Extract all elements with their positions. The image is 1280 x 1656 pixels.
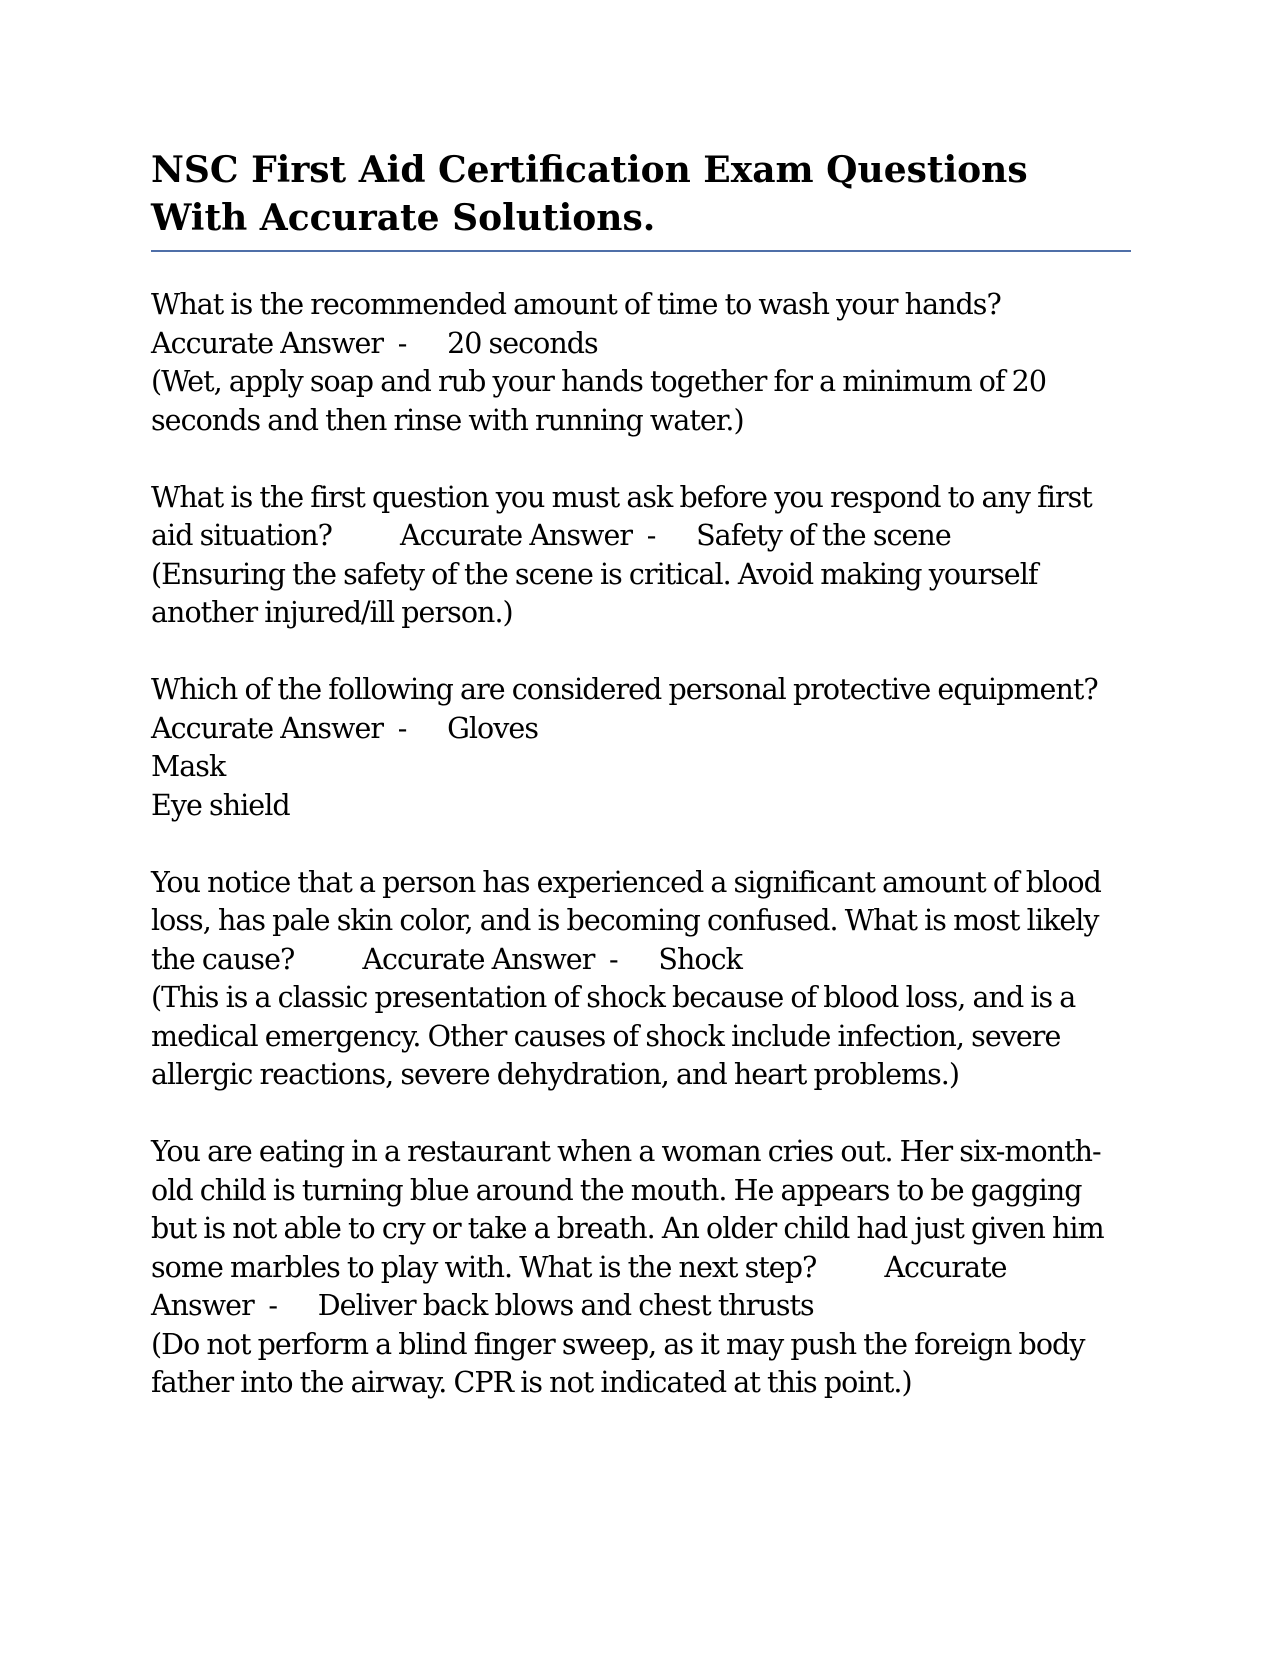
answer-label: Accurate Answer xyxy=(362,942,595,976)
answer-line xyxy=(151,1287,1131,1326)
answer-line xyxy=(151,710,1131,749)
answer-separator: - xyxy=(609,942,618,976)
answer-label: Accurate Answer xyxy=(151,326,384,360)
answer-text: Shock xyxy=(658,942,742,976)
answer-label-part1: Accurate xyxy=(884,1250,1007,1284)
answer-text: Mask xyxy=(151,750,226,783)
explanation-text: (Ensuring the safety of the scene is critical. Avoid making yourself another injured/ill person.) xyxy=(151,557,1038,629)
question-text: Which of the following are considered personal protective equipment? xyxy=(151,673,1098,706)
question-text: What is the first question you must ask before you respond to any first aid situation? xyxy=(151,480,1092,552)
title-divider xyxy=(151,250,1131,252)
answer-separator: - xyxy=(397,711,407,745)
qa-item-3 xyxy=(151,671,1131,825)
answer-text: Safety of the scene xyxy=(696,519,951,552)
answer-line xyxy=(151,325,1131,364)
answer-text: 20 seconds xyxy=(447,326,598,360)
document-page xyxy=(151,146,1131,1441)
question-text: You are eating in a restaurant when a woman cries out. Her six-month-old child is turning blue around the mouth. He appears to be gagging but is not able to cry or take a breath. An older child had just given him some marbles to play with. What is the next step? xyxy=(151,1135,1104,1284)
explanation-text: (This is a classic presentation of shock because of blood loss, and is a medical emergency. Other causes of shock include infection, severe allergic reactions, severe dehydration, and heart problems.) xyxy=(151,981,1076,1091)
answer-separator: - xyxy=(397,326,407,360)
answer-text: Deliver back blows and chest thrusts xyxy=(317,1289,814,1322)
answer-separator: - xyxy=(646,519,656,552)
qa-item-4 xyxy=(151,864,1131,1095)
qa-item-2 xyxy=(151,479,1131,633)
question-text: You notice that a person has experienced a significant amount of blood loss, has pale skin color, and is becoming confused. What is most likely the cause? xyxy=(151,865,1101,976)
answer-separator: - xyxy=(268,1289,278,1322)
qa-item-5 xyxy=(151,1133,1131,1403)
explanation-text: (Wet, apply soap and rub your hands together for a minimum of 20 seconds and then rinse with running water.) xyxy=(151,365,1047,437)
answer-text: Gloves xyxy=(447,711,538,745)
qa-item-1 xyxy=(151,286,1131,440)
explanation-text: (Do not perform a blind finger sweep, as it may push the foreign body father into the airway. CPR is not indicated at this point.) xyxy=(151,1327,1085,1399)
answer-label: Accurate Answer xyxy=(151,711,384,745)
answer-label: Accurate Answer xyxy=(400,519,633,552)
answer-text: Eye shield xyxy=(151,788,290,822)
question-text: What is the recommended amount of time to wash your hands? xyxy=(151,288,1001,321)
document-title: NSC First Aid Certification Exam Questions With Accurate Solutions. xyxy=(151,149,1028,239)
answer-label-part2: Answer xyxy=(151,1289,254,1322)
